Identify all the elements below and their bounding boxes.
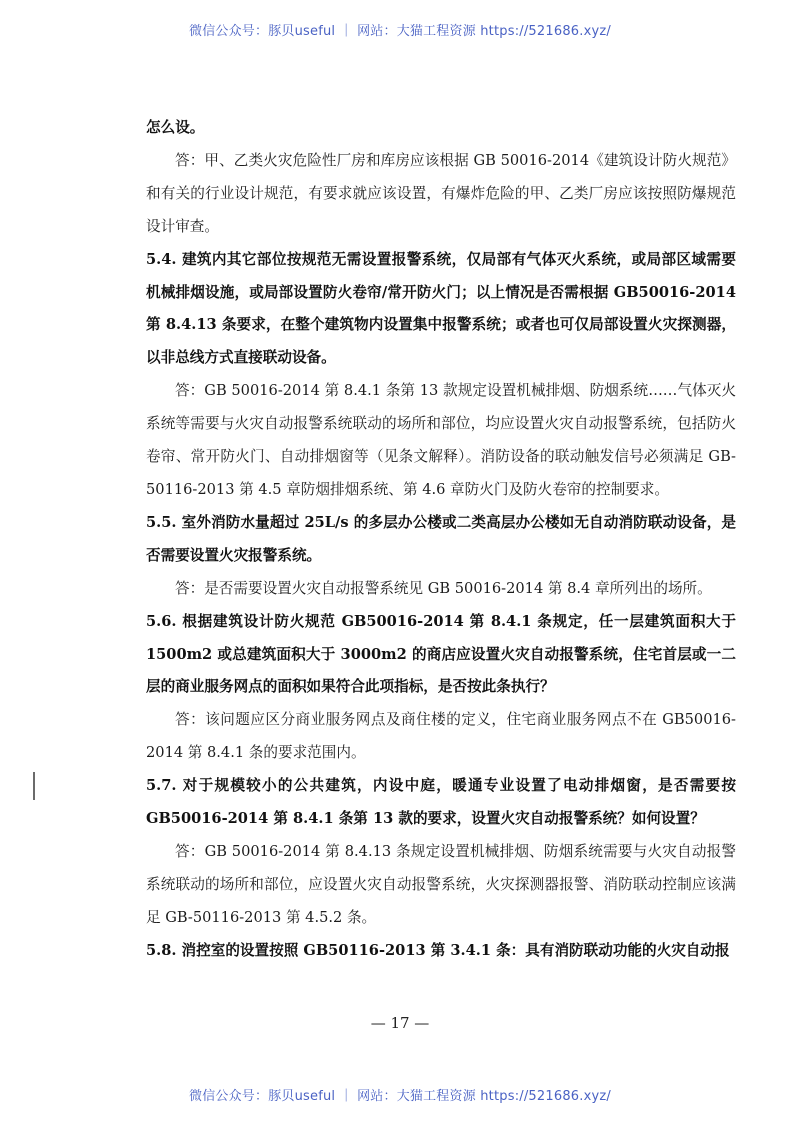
- answer-paragraph: 答：GB 50016-2014 第 8.4.13 条规定设置机械排烟、防烟系统需要与火灾自动报警系统联动的场所和部位，应设置火灾自动报警系统，火灾探测器报警、消防联动控制应该满足 GB-50116-2013 第 4.5.2 条。: [146, 842, 736, 926]
- watermark-top: 微信公众号：豚贝useful ｜ 网站：大猫工程资源 https://521686.xyz/: [189, 24, 611, 39]
- question-paragraph: 5.7. 对于规模较小的公共建筑，内设中庭，暖通专业设置了电动排烟窗，是否需要按 GB50016-2014 第 8.4.1 条第 13 款的要求，设置火灾自动报警系统？如何设置？: [146, 777, 736, 828]
- scan-edge-mark: [33, 772, 35, 800]
- question-paragraph: 5.5. 室外消防水量超过 25L/s 的多层办公楼或二类高层办公楼如无自动消防联动设备，是否需要设置火灾报警系统。: [146, 513, 736, 564]
- question-paragraph: 怎么设。: [146, 119, 205, 136]
- answer-paragraph: 答：甲、乙类火灾危险性厂房和库房应该根据 GB 50016-2014《建筑设计防火规范》和有关的行业设计规范，有要求就应该设置，有爆炸危险的甲、乙类厂房应该按照防爆规范设计审查。: [146, 151, 736, 235]
- question-paragraph: 5.8. 消控室的设置按照 GB50116-2013 第 3.4.1 条：具有消防联动功能的火灾自动报: [146, 941, 730, 959]
- question-paragraph: 5.6. 根据建筑设计防火规范 GB50016-2014 第 8.4.1 条规定，任一层建筑面积大于 1500m2 或总建筑面积大于 3000m2 的商店应设置火灾自动报警系统，住宅首层或一二层的商业服务网点的面积如果符合此项指标，是否按此条执行？: [146, 612, 736, 696]
- answer-paragraph: 答：GB 50016-2014 第 8.4.1 条第 13 款规定设置机械排烟、防烟系统……气体灭火系统等需要与火灾自动报警系统联动的场所和部位，均应设置火灾自动报警系统，包括防火卷帘、常开防火门、自动排烟窗等（见条文解释）。消防设备的联动触发信号必须满足 GB-50116-2013 第 4.5 章防烟排烟系统、第 4.6 章防火门及防火卷帘的控制要求。: [146, 382, 736, 498]
- answer-paragraph: 答：是否需要设置火灾自动报警系统见 GB 50016-2014 第 8.4 章所列出的场所。: [175, 579, 712, 597]
- document-body: [146, 112, 736, 968]
- question-paragraph: 5.4. 建筑内其它部位按规范无需设置报警系统，仅局部有气体灭火系统，或局部区域需要机械排烟设施，或局部设置防火卷帘/常开防火门；以上情况是否需根据 GB50016-2014 第 8.4.13 条要求，在整个建筑物内设置集中报警系统；或者也可仅局部设置火灾探测器，以非总线方式直接联动设备。: [146, 250, 736, 367]
- watermark-bottom: 微信公众号：豚贝useful ｜ 网站：大猫工程资源 https://521686.xyz/: [189, 1089, 611, 1104]
- page-number: — 17 —: [370, 1014, 430, 1032]
- answer-paragraph: 答：该问题应区分商业服务网点及商住楼的定义，住宅商业服务网点不在 GB50016-2014 第 8.4.1 条的要求范围内。: [146, 711, 736, 762]
